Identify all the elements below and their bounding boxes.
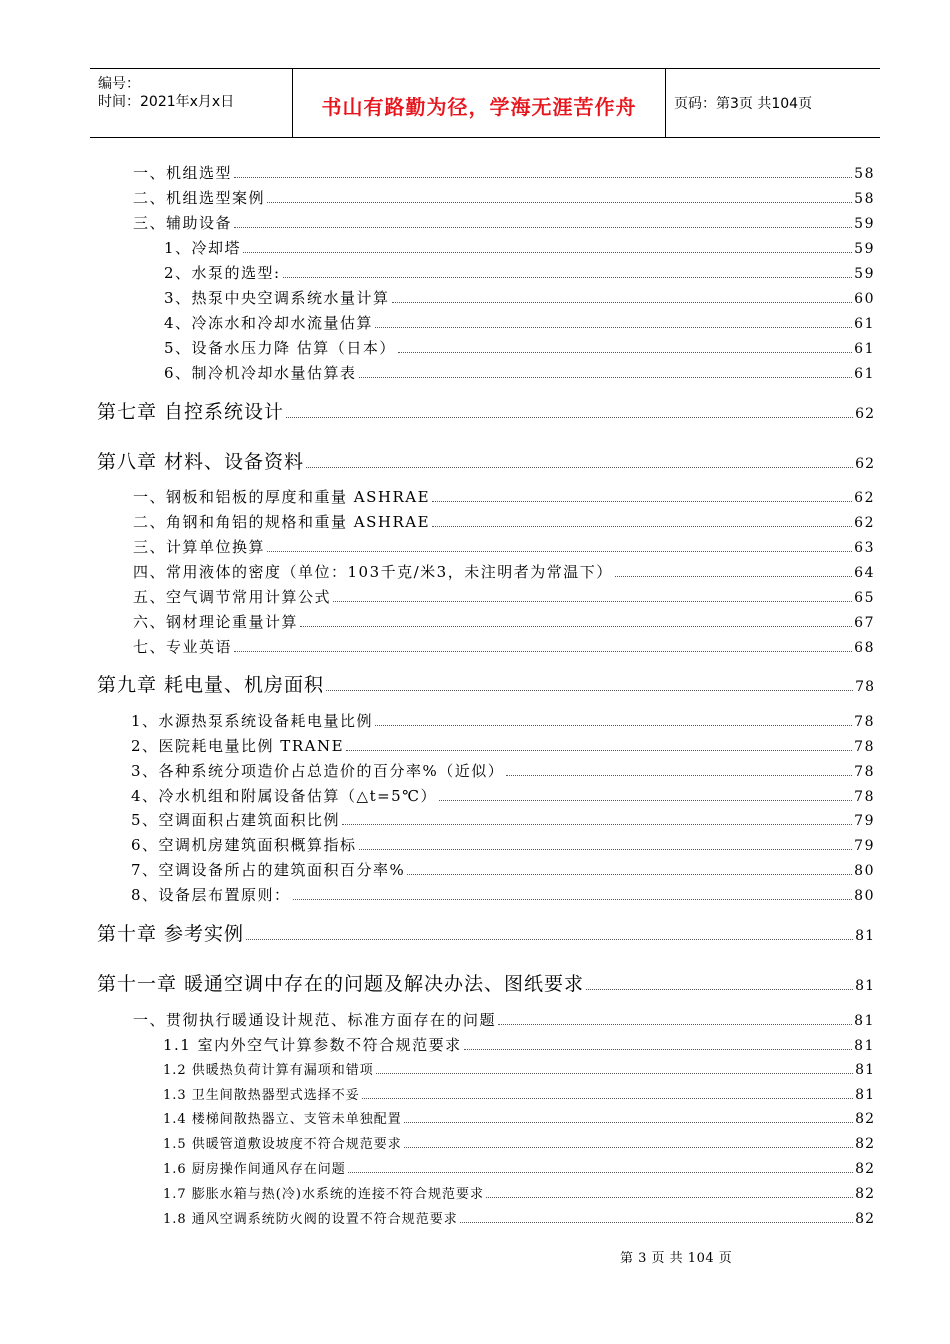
time-label: 时间：2021年x月x日 [98, 94, 235, 110]
toc-chapter[interactable]: 第八章 材料、设备资料 62 [97, 451, 875, 473]
toc-entry[interactable]: 六、钢材理论重量计算 67 [133, 613, 875, 631]
number-label: 编号： [98, 76, 140, 92]
page-info: 页码：第3页 共104页 [674, 96, 813, 112]
toc-entry[interactable]: 七、专业英语 68 [133, 638, 875, 656]
toc-entry[interactable]: 4、冷水机组和附属设备估算（△t=5℃） 78 [131, 787, 875, 805]
toc-entry[interactable]: 5、设备水压力降 估算（日本） 61 [164, 339, 875, 357]
toc-entry[interactable]: 1.6 厨房操作间通风存在问题 82 [163, 1161, 875, 1177]
toc-entry[interactable]: 一、贯彻执行暖通设计规范、标准方面存在的问题 81 [133, 1011, 875, 1029]
toc-entry[interactable]: 1.4 楼梯间散热器立、支管未单独配置 82 [163, 1111, 875, 1127]
header-motto-cell [292, 69, 666, 137]
toc-entry[interactable]: 1.8 通风空调系统防火阀的设置不符合规范要求 82 [163, 1211, 875, 1227]
toc-entry[interactable]: 二、机组选型案例 58 [133, 189, 875, 207]
toc-entry[interactable]: 三、辅助设备 59 [133, 214, 875, 232]
toc-entry[interactable]: 1.3 卫生间散热器型式选择不妥 81 [163, 1087, 875, 1103]
toc-entry[interactable]: 二、角钢和角铝的规格和重量 ASHRAE 62 [133, 513, 875, 531]
toc-chapter[interactable]: 第十一章 暖通空调中存在的问题及解决办法、图纸要求 81 [97, 973, 875, 995]
toc-entry[interactable]: 1.5 供暖管道敷设坡度不符合规范要求 82 [163, 1136, 875, 1152]
toc-entry[interactable]: 3、热泵中央空调系统水量计算 60 [164, 289, 875, 307]
toc-entry[interactable]: 3、各种系统分项造价占总造价的百分率%（近似） 78 [131, 762, 875, 780]
page-footer: 第 3 页 共 104 页 [620, 1251, 733, 1266]
toc-chapter[interactable]: 第九章 耗电量、机房面积 78 [97, 674, 875, 696]
toc-entry[interactable]: 1、冷却塔 59 [164, 239, 875, 257]
toc-entry[interactable]: 2、医院耗电量比例 TRANE 78 [131, 737, 875, 755]
toc-entry[interactable]: 三、计算单位换算 63 [133, 538, 875, 556]
toc-entry[interactable]: 2、水泵的选型: 59 [164, 264, 875, 282]
toc-entry[interactable]: 6、制冷机冷却水量估算表 61 [164, 364, 875, 382]
toc-chapter[interactable]: 第十章 参考实例 81 [97, 923, 875, 945]
header-right-cell [665, 69, 880, 137]
toc-entry[interactable]: 一、钢板和铝板的厚度和重量 ASHRAE 62 [133, 488, 875, 506]
toc-entry[interactable]: 1.1 室内外空气计算参数不符合规范要求 81 [163, 1036, 875, 1054]
toc-entry[interactable]: 四、常用液体的密度（单位：103千克/米3，未注明者为常温下） 64 [133, 563, 875, 581]
toc-chapter[interactable]: 第七章 自控系统设计 62 [97, 401, 875, 423]
toc-entry[interactable]: 五、空气调节常用计算公式 65 [133, 588, 875, 606]
toc-entry[interactable]: 1、水源热泵系统设备耗电量比例 78 [131, 712, 875, 730]
motto: 书山有路勤为径，学海无涯苦作舟 [321, 95, 637, 119]
toc-entry[interactable]: 1.2 供暖热负荷计算有漏项和错项 81 [163, 1062, 875, 1078]
toc-entry[interactable]: 1.7 膨胀水箱与热(冷)水系统的连接不符合规范要求 82 [163, 1186, 875, 1202]
toc-entry[interactable]: 8、设备层布置原则： 80 [131, 886, 875, 904]
page-header [90, 68, 880, 138]
toc-entry[interactable]: 5、空调面积占建筑面积比例 79 [131, 811, 875, 829]
header-left-cell [90, 69, 292, 137]
toc-entry[interactable]: 7、空调设备所占的建筑面积百分率% 80 [131, 861, 875, 879]
toc-entry[interactable]: 6、空调机房建筑面积概算指标 79 [131, 836, 875, 854]
toc-entry[interactable]: 4、冷冻水和冷却水流量估算 61 [164, 314, 875, 332]
toc-entry[interactable]: 一、机组选型 58 [133, 164, 875, 182]
